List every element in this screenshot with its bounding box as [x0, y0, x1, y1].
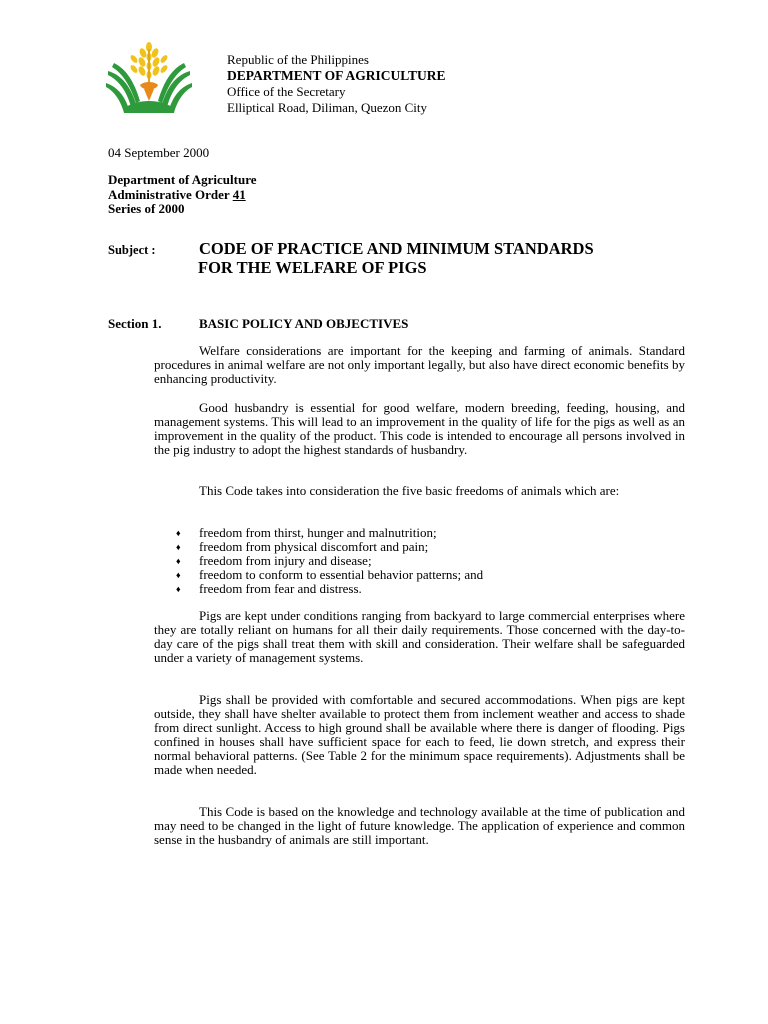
department-of-agriculture-seal-icon: [104, 41, 194, 117]
diamond-bullet-icon: ♦: [176, 528, 181, 538]
freedoms-list: [176, 526, 483, 596]
diamond-bullet-icon: ♦: [176, 584, 181, 594]
letterhead-address: Elliptical Road, Diliman, Quezon City: [227, 100, 428, 115]
order-number-line: [108, 188, 257, 203]
subject-title-line2: FOR THE WELFARE OF PIGS: [198, 258, 427, 277]
paragraph-knowledge-technology: This Code is based on the knowledge and technology available at the time of publication and may need to be changed in the light of future knowledge. The application of experience and common sense in the husbandry of animals are still important.: [154, 804, 685, 847]
paragraph-pig-conditions: Pigs are kept under conditions ranging from backyard to large commercial enterprises where they are totally reliant on humans for all their daily requirements. Those concerned with the day-to-day care of the pigs shall treat them with skill and consideration. Their welfare shall be safeguarded under a variety of management systems.: [154, 608, 685, 665]
letterhead-republic: Republic of the Philippines: [227, 52, 369, 67]
section-number: Section 1.: [108, 316, 162, 331]
list-item: [176, 540, 483, 554]
subject-label: Subject :: [108, 243, 156, 257]
subject-title: [199, 239, 594, 277]
list-item: [176, 526, 483, 540]
order-department: Department of Agriculture: [108, 172, 257, 187]
diamond-bullet-icon: ♦: [176, 570, 181, 580]
paragraph-welfare-considerations: Welfare considerations are important for the keeping and farming of animals. Standard procedures in animal welfare are not only important legally, but also have direct economic benefits by enhancing productivity.: [154, 343, 685, 386]
subject-title-line1: CODE OF PRACTICE AND MINIMUM STANDARDS: [199, 239, 594, 258]
list-item: [176, 568, 483, 582]
list-item-text: freedom from fear and distress.: [199, 581, 362, 596]
paragraph-five-freedoms-intro: This Code takes into consideration the five basic freedoms of animals which are:: [199, 483, 620, 498]
document-date: 04 September 2000: [108, 145, 210, 160]
paragraph-accommodations: Pigs shall be provided with comfortable and secured accommodations. When pigs are kept outside, they shall have shelter available to protect them from inclement weather and access to shade from direct sunlight. Access to high ground shall be available where there is danger of flooding. Pigs confined in houses shall have sufficient space for each to feed, lie down stretch, and express their normal behavioral patterns. (See Table 2 for the minimum space requirements). Adjustments shall be made when needed.: [154, 692, 685, 777]
list-item-text: freedom from physical discomfort and pain;: [199, 539, 429, 554]
paragraph-good-husbandry: Good husbandry is essential for good welfare, modern breeding, feeding, housing, and management systems. This will lead to an improvement in the quality of life for the pigs as well as an improvement in the quality of the product. This code is intended to encourage all persons involved in the pig industry to adopt the highest standards of husbandry.: [154, 400, 685, 457]
order-number: 41: [232, 186, 246, 202]
order-number-prefix: Administrative Order: [108, 186, 233, 202]
administrative-order-block: [108, 173, 257, 217]
letterhead: [227, 52, 446, 116]
section-title: BASIC POLICY AND OBJECTIVES: [199, 316, 409, 331]
diamond-bullet-icon: ♦: [176, 556, 181, 566]
order-series: Series of 2000: [108, 201, 185, 216]
list-item-text: freedom from injury and disease;: [199, 553, 372, 568]
list-item-text: freedom from thirst, hunger and malnutrition;: [199, 525, 437, 540]
list-item: [176, 554, 483, 568]
diamond-bullet-icon: ♦: [176, 542, 181, 552]
letterhead-office: Office of the Secretary: [227, 84, 346, 99]
list-item-text: freedom to conform to essential behavior patterns; and: [199, 567, 484, 582]
list-item: [176, 582, 483, 596]
letterhead-department: DEPARTMENT OF AGRICULTURE: [227, 68, 446, 83]
